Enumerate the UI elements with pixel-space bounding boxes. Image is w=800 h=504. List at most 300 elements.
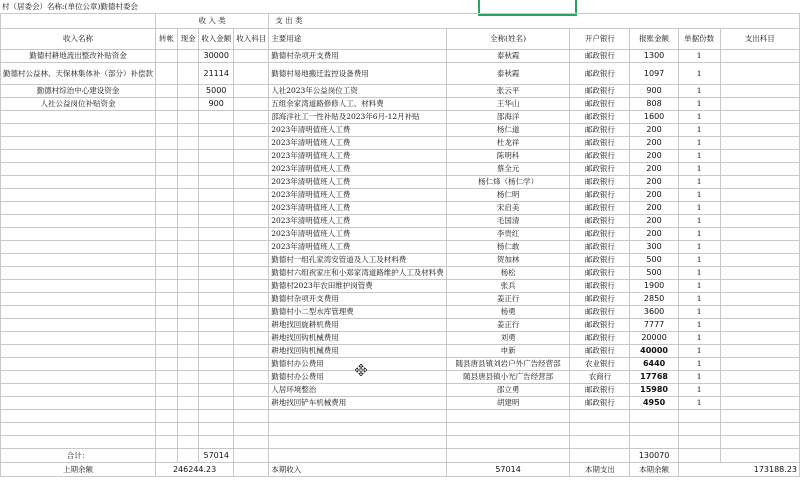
cash-cell[interactable]	[178, 163, 199, 176]
income-subject-cell[interactable]	[234, 63, 269, 85]
blank-cell[interactable]	[446, 410, 570, 423]
blank-cell[interactable]	[678, 410, 720, 423]
voucher-count-cell[interactable]: 1	[678, 215, 720, 228]
income-name-cell[interactable]: 人社公益岗位补贴资金	[1, 98, 156, 111]
reimburse-amount-cell[interactable]: 20000	[630, 332, 678, 345]
reimburse-amount-cell[interactable]: 200	[630, 189, 678, 202]
cash-cell[interactable]	[178, 150, 199, 163]
income-name-cell[interactable]	[1, 345, 156, 358]
payee-cell[interactable]: 刘勇	[446, 332, 570, 345]
blank-cell[interactable]	[156, 449, 178, 463]
main-use-cell[interactable]: 人居环境整治	[269, 384, 447, 397]
payee-cell[interactable]: 邵海洋	[446, 111, 570, 124]
income-subject-cell[interactable]	[234, 228, 269, 241]
transfer-cell[interactable]	[156, 241, 178, 254]
payee-cell[interactable]: 姜正行	[446, 293, 570, 306]
blank-cell[interactable]	[630, 410, 678, 423]
main-use-cell[interactable]: 勤德村小二型水库管理费	[269, 306, 447, 319]
reimburse-amount-cell[interactable]: 200	[630, 202, 678, 215]
bank-cell[interactable]: 邮政银行	[570, 63, 630, 85]
reimburse-amount-cell[interactable]: 200	[630, 215, 678, 228]
voucher-count-cell[interactable]: 1	[678, 319, 720, 332]
voucher-count-cell[interactable]: 1	[678, 254, 720, 267]
transfer-cell[interactable]	[156, 228, 178, 241]
main-use-cell[interactable]: 耕地找回钩机械费用	[269, 332, 447, 345]
transfer-cell[interactable]	[156, 202, 178, 215]
main-use-cell[interactable]: 耕地找回铲车机械费用	[269, 397, 447, 410]
income-name-cell[interactable]	[1, 150, 156, 163]
voucher-count-cell[interactable]: 1	[678, 293, 720, 306]
main-use-cell[interactable]: 2023年清明值班人工费	[269, 189, 447, 202]
main-use-cell[interactable]: 2023年清明值班人工费	[269, 150, 447, 163]
blank-cell[interactable]	[178, 436, 199, 449]
expense-subject-cell[interactable]	[720, 241, 799, 254]
voucher-count-cell[interactable]: 1	[678, 98, 720, 111]
transfer-cell[interactable]	[156, 63, 178, 85]
income-subject-cell[interactable]	[234, 371, 269, 384]
blank-cell[interactable]	[570, 410, 630, 423]
income-subject-cell[interactable]	[234, 267, 269, 280]
transfer-cell[interactable]	[156, 397, 178, 410]
payee-cell[interactable]: 宋启美	[446, 202, 570, 215]
expense-subject-cell[interactable]	[720, 384, 799, 397]
voucher-count-cell[interactable]: 1	[678, 267, 720, 280]
payee-cell[interactable]: 蔡全元	[446, 163, 570, 176]
income-name-cell[interactable]	[1, 189, 156, 202]
expense-subject-cell[interactable]	[720, 124, 799, 137]
income-amount-cell[interactable]	[199, 176, 234, 189]
expense-subject-cell[interactable]	[720, 306, 799, 319]
income-amount-cell[interactable]	[199, 163, 234, 176]
payee-cell[interactable]: 王华山	[446, 98, 570, 111]
income-amount-cell[interactable]	[199, 306, 234, 319]
payee-cell[interactable]: 贺加林	[446, 254, 570, 267]
reimburse-amount-cell[interactable]: 2850	[630, 293, 678, 306]
cash-cell[interactable]	[178, 111, 199, 124]
income-name-cell[interactable]	[1, 371, 156, 384]
blank-cell[interactable]	[156, 423, 178, 436]
income-amount-cell[interactable]	[199, 124, 234, 137]
expense-subject-cell[interactable]	[720, 50, 799, 63]
bank-cell[interactable]: 邮政银行	[570, 85, 630, 98]
bank-cell[interactable]: 邮政银行	[570, 50, 630, 63]
income-amount-cell[interactable]	[199, 397, 234, 410]
expense-subject-cell[interactable]	[720, 202, 799, 215]
expense-subject-cell[interactable]	[720, 228, 799, 241]
bank-cell[interactable]: 邮政银行	[570, 280, 630, 293]
cash-cell[interactable]	[178, 280, 199, 293]
main-use-cell[interactable]: 2023年清明值班人工费	[269, 215, 447, 228]
payee-cell[interactable]: 随县唐县镇刘岩户外广告经营部	[446, 358, 570, 371]
bank-cell[interactable]: 邮政银行	[570, 176, 630, 189]
main-use-cell[interactable]: 五组余家湾道路修修人工、材料费	[269, 98, 447, 111]
reimburse-amount-cell[interactable]: 808	[630, 98, 678, 111]
reimburse-amount-cell[interactable]: 1600	[630, 111, 678, 124]
blank-cell[interactable]	[234, 423, 269, 436]
cash-cell[interactable]	[178, 189, 199, 202]
voucher-count-cell[interactable]: 1	[678, 189, 720, 202]
transfer-cell[interactable]	[156, 345, 178, 358]
reimburse-amount-cell[interactable]: 300	[630, 241, 678, 254]
income-name-cell[interactable]	[1, 202, 156, 215]
income-subject-cell[interactable]	[234, 280, 269, 293]
blank-cell[interactable]	[678, 436, 720, 449]
transfer-cell[interactable]	[156, 254, 178, 267]
income-name-cell[interactable]	[1, 137, 156, 150]
income-name-cell[interactable]	[1, 124, 156, 137]
cash-cell[interactable]	[178, 397, 199, 410]
expense-subject-cell[interactable]	[720, 137, 799, 150]
bank-cell[interactable]: 邮政银行	[570, 332, 630, 345]
reimburse-amount-cell[interactable]: 1900	[630, 280, 678, 293]
payee-cell[interactable]: 杨仁敢	[446, 241, 570, 254]
transfer-cell[interactable]	[156, 137, 178, 150]
cash-cell[interactable]	[178, 63, 199, 85]
blank-cell[interactable]	[720, 449, 799, 463]
reimburse-amount-cell[interactable]: 200	[630, 150, 678, 163]
transfer-cell[interactable]	[156, 358, 178, 371]
income-subject-cell[interactable]	[234, 306, 269, 319]
expense-subject-cell[interactable]	[720, 215, 799, 228]
transfer-cell[interactable]	[156, 319, 178, 332]
payee-cell[interactable]: 姜正行	[446, 319, 570, 332]
cash-cell[interactable]	[178, 358, 199, 371]
blank-cell[interactable]	[678, 449, 720, 463]
payee-cell[interactable]: 胡建明	[446, 397, 570, 410]
main-use-cell[interactable]: 勤德村易地搬迁监控设备费用	[269, 63, 447, 85]
cash-cell[interactable]	[178, 254, 199, 267]
bank-cell[interactable]: 邮政银行	[570, 202, 630, 215]
income-subject-cell[interactable]	[234, 163, 269, 176]
expense-subject-cell[interactable]	[720, 98, 799, 111]
main-use-cell[interactable]: 2023年清明值班人工费	[269, 124, 447, 137]
payee-cell[interactable]: 杨勇	[446, 306, 570, 319]
voucher-count-cell[interactable]: 1	[678, 371, 720, 384]
blank-cell[interactable]	[720, 410, 799, 423]
income-amount-cell[interactable]	[199, 150, 234, 163]
reimburse-amount-cell[interactable]: 200	[630, 176, 678, 189]
transfer-cell[interactable]	[156, 267, 178, 280]
cash-cell[interactable]	[178, 228, 199, 241]
blank-cell[interactable]	[269, 423, 447, 436]
bank-cell[interactable]: 邮政银行	[570, 98, 630, 111]
voucher-count-cell[interactable]: 1	[678, 137, 720, 150]
blank-cell[interactable]	[199, 410, 234, 423]
blank-cell[interactable]	[720, 436, 799, 449]
payee-cell[interactable]: 申新	[446, 345, 570, 358]
expense-subject-cell[interactable]	[720, 397, 799, 410]
expense-subject-cell[interactable]	[720, 345, 799, 358]
voucher-count-cell[interactable]: 1	[678, 202, 720, 215]
transfer-cell[interactable]	[156, 332, 178, 345]
voucher-count-cell[interactable]: 1	[678, 150, 720, 163]
payee-cell[interactable]: 泰秋霞	[446, 63, 570, 85]
transfer-cell[interactable]	[156, 163, 178, 176]
blank-cell[interactable]	[720, 423, 799, 436]
bank-cell[interactable]: 邮政银行	[570, 215, 630, 228]
bank-cell[interactable]: 邮政银行	[570, 241, 630, 254]
reimburse-amount-cell[interactable]: 17768	[630, 371, 678, 384]
income-amount-cell[interactable]	[199, 189, 234, 202]
main-use-cell[interactable]: 2023年清明值班人工费	[269, 176, 447, 189]
income-subject-cell[interactable]	[234, 319, 269, 332]
payee-cell[interactable]: 杨仁烽（杨仁学）	[446, 176, 570, 189]
cash-cell[interactable]	[178, 371, 199, 384]
cash-cell[interactable]	[178, 215, 199, 228]
blank-cell[interactable]	[1, 410, 156, 423]
main-use-cell[interactable]: 邵海洋社工一性补贴及2023年6月-12月补贴	[269, 111, 447, 124]
income-name-cell[interactable]	[1, 306, 156, 319]
blank-cell[interactable]	[269, 436, 447, 449]
expense-subject-cell[interactable]	[720, 371, 799, 384]
expense-subject-cell[interactable]	[720, 85, 799, 98]
bank-cell[interactable]: 邮政银行	[570, 384, 630, 397]
voucher-count-cell[interactable]: 1	[678, 241, 720, 254]
reimburse-amount-cell[interactable]: 900	[630, 85, 678, 98]
main-use-cell[interactable]: 勤德村杂项开支费用	[269, 50, 447, 63]
bank-cell[interactable]: 邮政银行	[570, 254, 630, 267]
income-amount-cell[interactable]	[199, 111, 234, 124]
expense-subject-cell[interactable]	[720, 332, 799, 345]
income-amount-cell[interactable]	[199, 137, 234, 150]
income-amount-cell[interactable]	[199, 358, 234, 371]
cash-cell[interactable]	[178, 85, 199, 98]
main-use-cell[interactable]: 勤德村六组祝家庄和小郑家湾道路维护人工及材料费	[269, 267, 447, 280]
reimburse-amount-cell[interactable]: 15980	[630, 384, 678, 397]
cash-cell[interactable]	[178, 137, 199, 150]
income-amount-cell[interactable]	[199, 293, 234, 306]
main-use-cell[interactable]: 勤德村办公费用	[269, 358, 447, 371]
reimburse-amount-cell[interactable]: 200	[630, 228, 678, 241]
income-name-cell[interactable]	[1, 358, 156, 371]
blank-cell[interactable]	[234, 463, 269, 477]
payee-cell[interactable]: 邵立勇	[446, 384, 570, 397]
income-name-cell[interactable]	[1, 176, 156, 189]
income-subject-cell[interactable]	[234, 254, 269, 267]
cash-cell[interactable]	[178, 293, 199, 306]
voucher-count-cell[interactable]: 1	[678, 50, 720, 63]
income-amount-cell[interactable]	[199, 384, 234, 397]
income-amount-cell[interactable]: 21114	[199, 63, 234, 85]
bank-cell[interactable]: 邮政银行	[570, 124, 630, 137]
income-amount-cell[interactable]	[199, 202, 234, 215]
transfer-cell[interactable]	[156, 384, 178, 397]
transfer-cell[interactable]	[156, 111, 178, 124]
payee-cell[interactable]: 杨松	[446, 267, 570, 280]
income-amount-cell[interactable]: 5000	[199, 85, 234, 98]
income-amount-cell[interactable]	[199, 345, 234, 358]
transfer-cell[interactable]	[156, 280, 178, 293]
blank-cell[interactable]	[446, 423, 570, 436]
blank-cell[interactable]	[178, 410, 199, 423]
income-subject-cell[interactable]	[234, 397, 269, 410]
income-name-cell[interactable]	[1, 293, 156, 306]
expense-subject-cell[interactable]	[720, 280, 799, 293]
voucher-count-cell[interactable]: 1	[678, 228, 720, 241]
income-amount-cell[interactable]: 900	[199, 98, 234, 111]
income-subject-cell[interactable]	[234, 50, 269, 63]
payee-cell[interactable]: 张云平	[446, 85, 570, 98]
expense-subject-cell[interactable]	[720, 189, 799, 202]
main-use-cell[interactable]: 2023年清明值班人工费	[269, 163, 447, 176]
payee-cell[interactable]: 杜龙祥	[446, 137, 570, 150]
expense-subject-cell[interactable]	[720, 319, 799, 332]
main-use-cell[interactable]: 2023年清明值班人工费	[269, 228, 447, 241]
blank-cell[interactable]	[178, 449, 199, 463]
transfer-cell[interactable]	[156, 150, 178, 163]
income-subject-cell[interactable]	[234, 241, 269, 254]
reimburse-amount-cell[interactable]: 7777	[630, 319, 678, 332]
reimburse-amount-cell[interactable]: 3600	[630, 306, 678, 319]
expense-subject-cell[interactable]	[720, 267, 799, 280]
transfer-cell[interactable]	[156, 124, 178, 137]
reimburse-amount-cell[interactable]: 4950	[630, 397, 678, 410]
income-subject-cell[interactable]	[234, 150, 269, 163]
main-use-cell[interactable]: 勤德村杂项开支费用	[269, 293, 447, 306]
blank-cell[interactable]	[630, 436, 678, 449]
payee-cell[interactable]: 李贵红	[446, 228, 570, 241]
bank-cell[interactable]: 邮政银行	[570, 319, 630, 332]
reimburse-amount-cell[interactable]: 500	[630, 267, 678, 280]
income-subject-cell[interactable]	[234, 137, 269, 150]
bank-cell[interactable]: 邮政银行	[570, 150, 630, 163]
bank-cell[interactable]: 邮政银行	[570, 189, 630, 202]
bank-cell[interactable]: 农业银行	[570, 358, 630, 371]
transfer-cell[interactable]	[156, 98, 178, 111]
blank-cell[interactable]	[630, 423, 678, 436]
transfer-cell[interactable]	[156, 176, 178, 189]
transfer-cell[interactable]	[156, 85, 178, 98]
cash-cell[interactable]	[178, 202, 199, 215]
blank-cell[interactable]	[234, 436, 269, 449]
income-name-cell[interactable]	[1, 267, 156, 280]
payee-cell[interactable]: 杨仁道	[446, 124, 570, 137]
main-use-cell[interactable]: 耕地找回旋耕机费用	[269, 319, 447, 332]
voucher-count-cell[interactable]: 1	[678, 332, 720, 345]
voucher-count-cell[interactable]: 1	[678, 63, 720, 85]
bank-cell[interactable]: 邮政银行	[570, 293, 630, 306]
income-amount-cell[interactable]	[199, 371, 234, 384]
reimburse-amount-cell[interactable]: 200	[630, 163, 678, 176]
blank-cell[interactable]	[156, 436, 178, 449]
payee-cell[interactable]: 张兵	[446, 280, 570, 293]
blank-cell[interactable]	[570, 449, 630, 463]
voucher-count-cell[interactable]: 1	[678, 345, 720, 358]
income-subject-cell[interactable]	[234, 358, 269, 371]
cash-cell[interactable]	[178, 98, 199, 111]
income-subject-cell[interactable]	[234, 176, 269, 189]
income-subject-cell[interactable]	[234, 98, 269, 111]
expense-subject-cell[interactable]	[720, 254, 799, 267]
income-name-cell[interactable]: 勤德村综治中心建设资金	[1, 85, 156, 98]
reimburse-amount-cell[interactable]: 500	[630, 254, 678, 267]
voucher-count-cell[interactable]: 1	[678, 358, 720, 371]
income-name-cell[interactable]: 勤德村公益林、天保林集体补（部分）补偿款	[1, 63, 156, 85]
voucher-count-cell[interactable]: 1	[678, 163, 720, 176]
income-name-cell[interactable]	[1, 384, 156, 397]
voucher-count-cell[interactable]: 1	[678, 306, 720, 319]
bank-cell[interactable]: 邮政银行	[570, 397, 630, 410]
bank-cell[interactable]: 邮政银行	[570, 163, 630, 176]
blank-cell[interactable]	[269, 410, 447, 423]
expense-subject-cell[interactable]	[720, 293, 799, 306]
reimburse-amount-cell[interactable]: 6440	[630, 358, 678, 371]
transfer-cell[interactable]	[156, 293, 178, 306]
expense-subject-cell[interactable]	[720, 176, 799, 189]
voucher-count-cell[interactable]: 1	[678, 85, 720, 98]
bank-cell[interactable]: 农商行	[570, 371, 630, 384]
voucher-count-cell[interactable]: 1	[678, 280, 720, 293]
income-name-cell[interactable]: 勤德村耕地流出整改补贴资金	[1, 50, 156, 63]
income-subject-cell[interactable]	[234, 345, 269, 358]
expense-subject-cell[interactable]	[720, 163, 799, 176]
main-use-cell[interactable]: 2023年清明值班人工费	[269, 241, 447, 254]
income-name-cell[interactable]	[1, 228, 156, 241]
income-name-cell[interactable]	[1, 254, 156, 267]
payee-cell[interactable]: 毛国清	[446, 215, 570, 228]
expense-subject-cell[interactable]	[720, 358, 799, 371]
main-use-cell[interactable]: 2023年清明值班人工费	[269, 137, 447, 150]
bank-cell[interactable]: 邮政银行	[570, 228, 630, 241]
income-subject-cell[interactable]	[234, 85, 269, 98]
blank-cell[interactable]	[570, 423, 630, 436]
cash-cell[interactable]	[178, 384, 199, 397]
payee-cell[interactable]: 随县唐县镇小光广告经营部	[446, 371, 570, 384]
transfer-cell[interactable]	[156, 50, 178, 63]
income-name-cell[interactable]	[1, 241, 156, 254]
blank-cell[interactable]	[446, 436, 570, 449]
cash-cell[interactable]	[178, 332, 199, 345]
voucher-count-cell[interactable]: 1	[678, 111, 720, 124]
income-amount-cell[interactable]	[199, 332, 234, 345]
income-subject-cell[interactable]	[234, 332, 269, 345]
main-use-cell[interactable]: 勤德村办公费用	[269, 371, 447, 384]
blank-cell[interactable]	[234, 449, 269, 463]
voucher-count-cell[interactable]: 1	[678, 397, 720, 410]
income-amount-cell[interactable]: 30000	[199, 50, 234, 63]
income-name-cell[interactable]	[1, 111, 156, 124]
payee-cell[interactable]: 杨仁明	[446, 189, 570, 202]
payee-cell[interactable]: 泰秋霞	[446, 50, 570, 63]
reimburse-amount-cell[interactable]: 1300	[630, 50, 678, 63]
income-name-cell[interactable]	[1, 280, 156, 293]
income-amount-cell[interactable]	[199, 241, 234, 254]
cash-cell[interactable]	[178, 124, 199, 137]
main-use-cell[interactable]: 2023年清明值班人工费	[269, 202, 447, 215]
payee-cell[interactable]: 陈明科	[446, 150, 570, 163]
bank-cell[interactable]: 邮政银行	[570, 345, 630, 358]
blank-cell[interactable]	[234, 410, 269, 423]
blank-cell[interactable]	[199, 423, 234, 436]
main-use-cell[interactable]: 耕地找回钩机械费用	[269, 345, 447, 358]
cash-cell[interactable]	[178, 267, 199, 280]
transfer-cell[interactable]	[156, 371, 178, 384]
blank-cell[interactable]	[1, 423, 156, 436]
reimburse-amount-cell[interactable]: 40000	[630, 345, 678, 358]
transfer-cell[interactable]	[156, 306, 178, 319]
expense-subject-cell[interactable]	[720, 150, 799, 163]
reimburse-amount-cell[interactable]: 200	[630, 124, 678, 137]
income-name-cell[interactable]	[1, 163, 156, 176]
cash-cell[interactable]	[178, 306, 199, 319]
cash-cell[interactable]	[178, 319, 199, 332]
income-subject-cell[interactable]	[234, 384, 269, 397]
reimburse-amount-cell[interactable]: 200	[630, 137, 678, 150]
blank-cell[interactable]	[678, 423, 720, 436]
expense-subject-cell[interactable]	[720, 63, 799, 85]
main-use-cell[interactable]: 人社2023年公益岗位工资	[269, 85, 447, 98]
bank-cell[interactable]: 邮政银行	[570, 267, 630, 280]
